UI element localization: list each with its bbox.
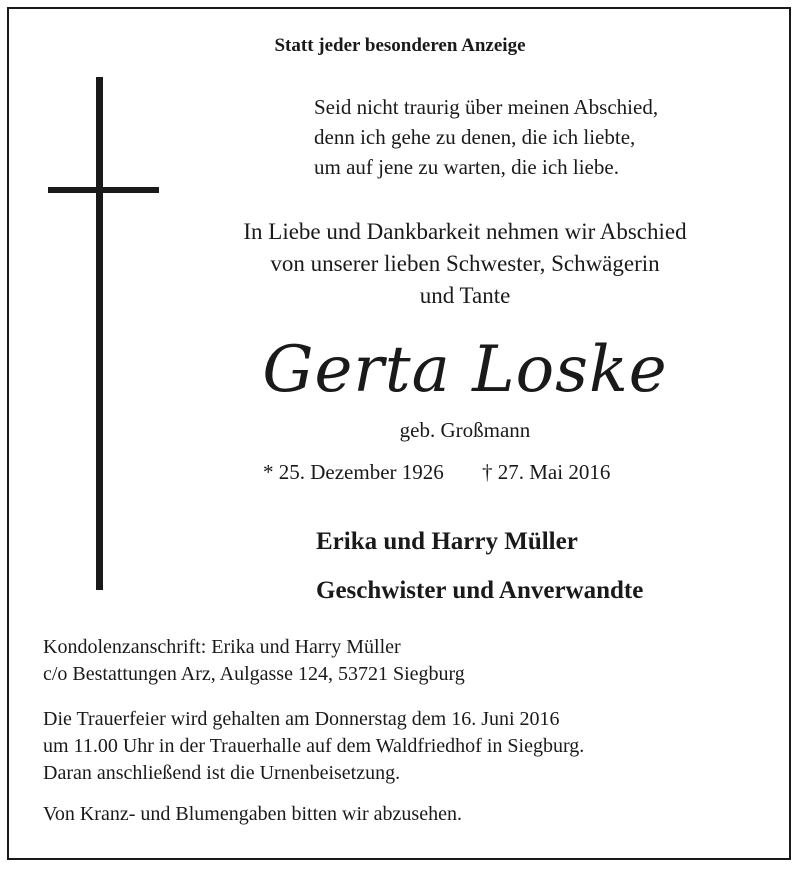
ceremony-line: Daran anschließend ist die Urnenbeisetzung. [43,762,401,784]
flowers-note: Von Kranz- und Blumengaben bitten wir abzusehen. [43,803,462,825]
condolence-address [43,634,465,688]
intro-line: In Liebe und Dankbarkeit nehmen wir Abschied [243,219,687,244]
poem-line: denn ich gehe zu denen, die ich liebte, [314,125,636,149]
birth-date: * 25. Dezember 1926 [263,460,444,484]
death-date: † 27. Mai 2016 [482,460,611,484]
condolence-line: c/o Bestattungen Arz, Aulgasse 124, 53721 Siegburg [43,663,465,685]
deceased-name: Gerta Loske [262,333,668,407]
cross-icon-vertical-bar [96,77,103,590]
poem-line: Seid nicht traurig über meinen Abschied, [314,95,659,119]
poem-block [314,92,658,182]
cross-icon-horizontal-bar [48,187,159,193]
ceremony-line: Die Trauerfeier wird gehalten am Donnerstag dem 16. Juni 2016 [43,708,560,730]
poem-line: um auf jene zu warten, die ich liebe. [314,155,619,179]
mourner-secondary: Geschwister und Anverwandte [316,577,644,604]
mourner-primary: Erika und Harry Müller [316,528,578,555]
intro-block [150,216,780,312]
maiden-name: geb. Großmann [399,418,531,442]
notice-header: Statt jeder besonderen Anzeige [274,35,526,56]
intro-line: von unserer lieben Schwester, Schwägerin [270,251,660,276]
ceremony-line: um 11.00 Uhr in der Trauerhalle auf dem Waldfriedhof in Siegburg. [43,735,585,757]
intro-line: und Tante [419,283,511,308]
ceremony-info [43,706,584,787]
condolence-line: Kondolenzanschrift: Erika und Harry Müller [43,636,401,658]
